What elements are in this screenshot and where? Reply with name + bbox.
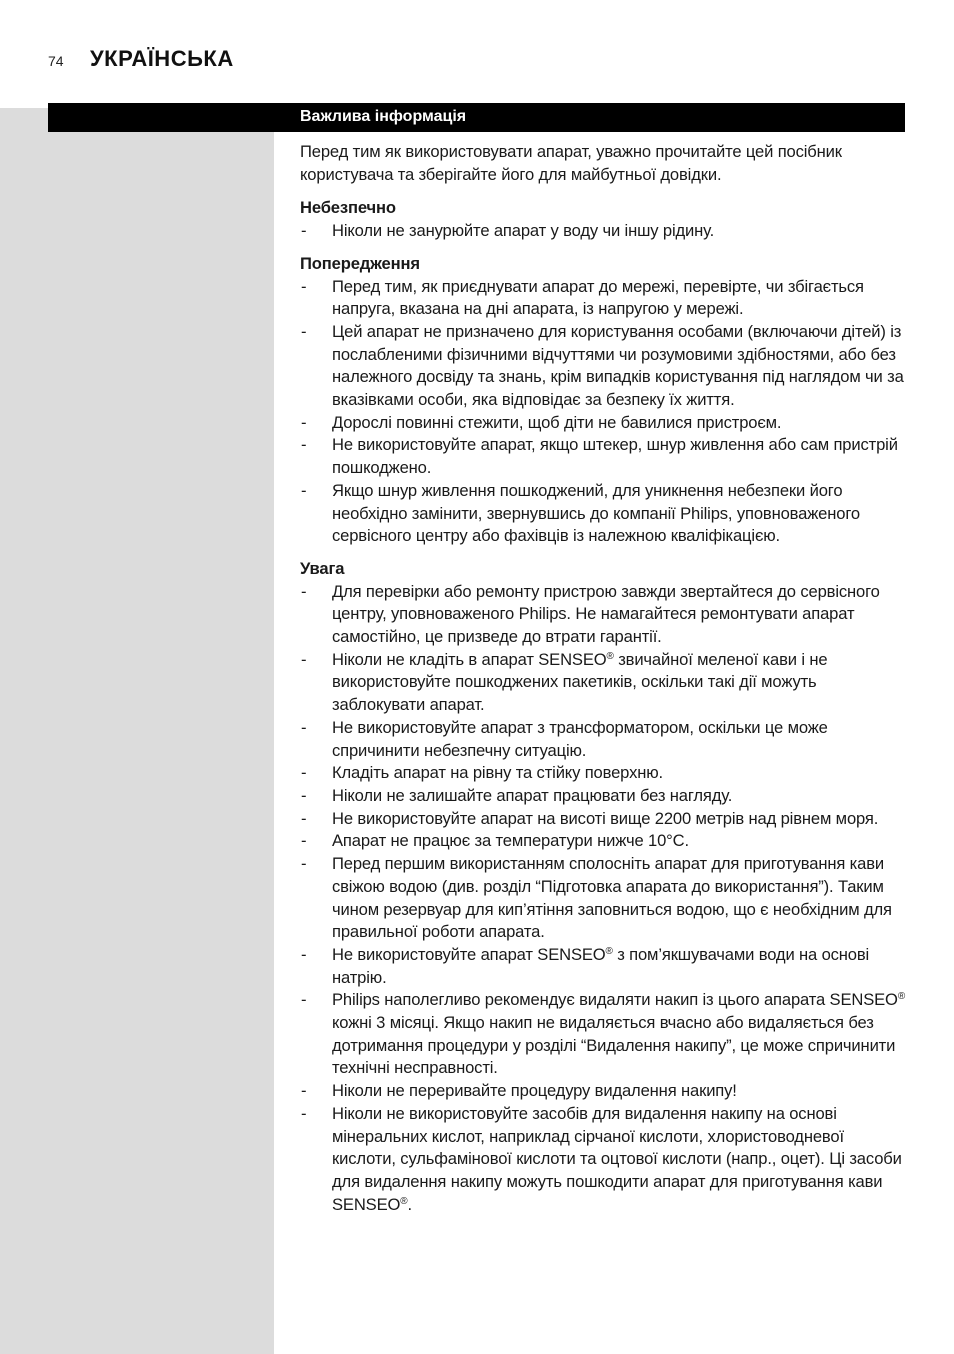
danger-heading: Небезпечно — [300, 198, 396, 218]
bullet-dash: - — [301, 990, 307, 1010]
list-item — [300, 762, 912, 785]
list-item — [300, 412, 912, 435]
list-item — [300, 321, 912, 412]
intro-paragraph: Перед тим як використовувати апарат, уважно прочитайте цей посібник користувача та зберігайте його для майбутньої довідки. — [300, 142, 842, 184]
list-item-text: Ніколи не переривайте процедуру видалення накипу! — [332, 1081, 737, 1101]
caution-section — [300, 558, 912, 1216]
list-item-text: Ніколи не залишайте апарат працювати без нагляду. — [332, 785, 733, 805]
list-item — [300, 1103, 912, 1217]
warning-heading: Попередження — [300, 253, 420, 273]
list-item-text: Ніколи не занурюйте апарат у воду чи іншу рідину. — [332, 221, 715, 241]
list-item — [300, 830, 912, 853]
list-item — [300, 853, 912, 944]
list-item-text: Не використовуйте апарат з трансформатором, оскільки це може спричинити небезпечну ситуацію. — [332, 717, 828, 760]
list-item-text: Не використовуйте апарат на висоті вище 2200 метрів над рівнем моря. — [332, 808, 879, 828]
list-item-text: Ніколи не кладіть в апарат SENSEO® звичайної меленої кави і не використовуйте пошкоджених пакетиків, оскільки такі дії можуть заблокувати апарат. — [332, 649, 828, 715]
danger-list — [300, 220, 912, 243]
list-item-text: Дорослі повинні стежити, щоб діти не бавилися пристроєм. — [332, 412, 782, 432]
list-item — [300, 220, 912, 243]
list-item — [300, 480, 912, 548]
list-item-text: Philips наполегливо рекомендує видаляти накип із цього апарата SENSEO® кожні 3 місяці. Якщо накип не видаляється вчасно або видаляється без дотримання процедури у розділі “Видалення накипу”, це може спричинити технічні несправності. — [332, 990, 906, 1078]
list-item — [300, 581, 912, 649]
list-item — [300, 989, 912, 1080]
bullet-dash: - — [301, 854, 307, 874]
bullet-dash: - — [301, 717, 307, 737]
list-item — [300, 717, 912, 762]
list-item — [300, 276, 912, 321]
list-item-text: Не використовуйте апарат SENSEO® з пом’якшувачами води на основі натрію. — [332, 944, 870, 987]
bullet-dash: - — [301, 785, 307, 805]
caution-list — [300, 581, 912, 1217]
list-item — [300, 785, 912, 808]
list-item — [300, 649, 912, 717]
list-item-text: Кладіть апарат на рівну та стійку поверхню. — [332, 763, 663, 783]
left-margin-panel — [0, 108, 274, 1354]
warning-section — [300, 253, 912, 548]
list-item-text: Цей апарат не призначено для користування особами (включаючи дітей) із послабленими фізичними відчуттями чи розумовими здібностями, або без належного досвіду та знань, крім випадків користування під наглядом чи за вказівками особи, яка відповідає за безпеку їх життя. — [332, 321, 904, 410]
bullet-dash: - — [301, 581, 307, 601]
bullet-dash: - — [301, 808, 307, 828]
list-item-text: Ніколи не використовуйте засобів для видалення накипу на основі мінеральних кислот, наприклад сірчаної кислоти, хлористоводневої кислоти, сульфамінової кислоти та оцтової кислоти (напр., оцет). Ці засоби для видалення накипу можуть пошкодити апарат для приготування кави SENSEO®. — [332, 1103, 902, 1214]
bullet-dash: - — [301, 649, 307, 669]
warning-list — [300, 276, 912, 548]
section-header-bar — [48, 103, 905, 132]
caution-heading: Увага — [300, 558, 345, 578]
list-item — [300, 1080, 912, 1103]
bullet-dash: - — [301, 412, 307, 432]
danger-section — [300, 197, 912, 242]
language-title: УКРАЇНСЬКА — [90, 46, 234, 71]
bullet-dash: - — [301, 1081, 307, 1101]
bullet-dash: - — [301, 1103, 307, 1123]
page-number: 74 — [48, 53, 64, 69]
list-item — [300, 808, 912, 831]
bullet-dash: - — [301, 435, 307, 455]
bullet-dash: - — [301, 276, 307, 296]
bullet-dash: - — [301, 763, 307, 783]
list-item-text: Перед першим використанням сполосніть апарат для приготування кави свіжою водою (див. розділ “Підготовка апарата до використання”). Таким чином резервуар для кип’ятіння заповниться водою, що є необхідним для правильної роботи апарата. — [332, 854, 892, 942]
bullet-dash: - — [301, 944, 307, 964]
list-item-text: Не використовуйте апарат, якщо штекер, шнур живлення або сам пристрій пошкоджено. — [332, 435, 898, 478]
bullet-dash: - — [301, 321, 307, 341]
list-item-text: Перед тим, як приєднувати апарат до мережі, перевірте, чи збігається напруга, вказана на дні апарата, із напругою у мережі. — [332, 276, 864, 319]
list-item — [300, 434, 912, 479]
list-item-text: Для перевірки або ремонту пристрою завжди звертайтеся до сервісного центру, уповноваженого Philips. Не намагайтеся ремонтувати апарат самостійно, це призведе до втрати гарантії. — [332, 581, 880, 647]
list-item-text: Якщо шнур живлення пошкоджений, для уникнення небезпеки його необхідно замінити, звернувшись до компанії Philips, уповноваженого сервісного центру або фахівців із належною кваліфікацією. — [332, 480, 860, 546]
bullet-dash: - — [301, 831, 307, 851]
main-content — [300, 141, 912, 1216]
section-title: Важлива інформація — [300, 108, 467, 125]
list-item — [300, 944, 912, 989]
bullet-dash: - — [301, 221, 307, 241]
bullet-dash: - — [301, 480, 307, 500]
list-item-text: Апарат не працює за температури нижче 10°C. — [332, 831, 689, 851]
